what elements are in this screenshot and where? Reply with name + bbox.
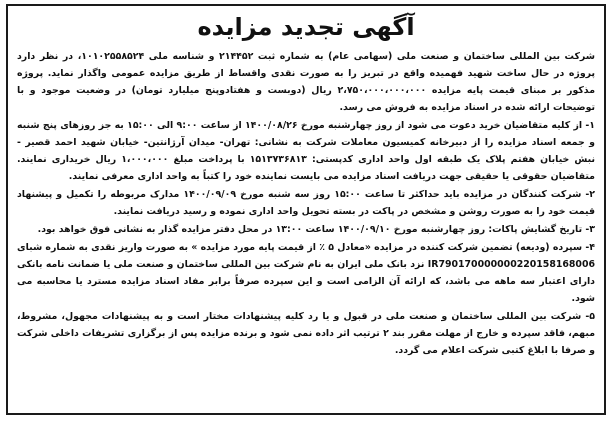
clause-3-paragraph: ۳- تاریخ گشایش پاکات: روز چهارشنبه مورخ ۱۴۰۰/۰۹/۱۰ ساعت ۱۳:۰۰ در محل دفتر مزایده گذار به نشانی فوق خواهد بود. bbox=[37, 224, 595, 235]
clause-5-paragraph: ۵- شرکت بین المللی ساختمان و صنعت ملی در قبول و یا رد کلیه پیشنهادات مختار است و به پیشنهادات مجهول، مشروط، مبهم، فاقد سپرده و خارج از مهلت مقرر بند ۲ ترتیب اثر داده نمی شود و برنده مزایده پس از برگزاری تشریفات داخلی شرکت و صرفا با ابلاغ کتبی شرکت اعلام می گردد. bbox=[17, 311, 596, 356]
notice-frame bbox=[6, 4, 606, 415]
notice-title: آگهی تجدید مزایده bbox=[197, 13, 415, 41]
clause-2-paragraph: ۲- شرکت کنندگان در مزایده باید حداکثر تا ساعت ۱۵:۰۰ روز سه شنبه مورخ ۱۴۰۰/۰۹/۰۹ مدارک مربوطه را تکمیل و پیشنهاد قیمت خود را به صورت روشن و مشخص در پاکت در بسته تحویل واحد اداری نموده و رسید دریافت نمایند. bbox=[17, 189, 596, 217]
notice-body bbox=[17, 48, 595, 359]
clause-4-paragraph: ۴- سپرده (ودیعه) تضمین شرکت کننده در مزایده «معادل ۵ ٪ از قیمت پایه مورد مزایده » به صورت واریز نقدی به شماره شبای IR790170000000220158168006 نزد بانک ملی ایران به نام شرکت بین المللی ساختمان و صنعت ملی یا ضمانت نامه بانکی دارای اعتبار سه ماهه می باشد، که ارائه آن الزامی است و این سپرده صرفاً برابر مفاد اسناد مزایده مسترد یا محاسبه می شود. bbox=[17, 242, 595, 304]
intro-paragraph: شرکت بین المللی ساختمان و صنعت ملی (سهامی عام) به شماره ثبت ۲۱۴۴۵۲ و شناسه ملی ۱۰۱۰۲۵۵۸۵۲۴، در نظر دارد پروژه در حال ساخت شهید فهمیده واقع در تبریز را به صورت نقدی واقساط از طریق مزایده عمومی واگذار نماید. پروژه مذکور بر مبنای قیمت پایه مزایده ۲،۷۵۰،۰۰۰،۰۰۰،۰۰۰ ریال (دوبست و هفتادوپنج میلیارد تومان) در وضعیت موجود و با توضیحات ارائه شده در اسناد مزایده به فروش می رسد. bbox=[17, 51, 595, 113]
clause-1-paragraph: ۱- از کلیه متقاضیان خرید دعوت می شود از روز چهارشنبه مورخ ۱۴۰۰/۰۸/۲۶ از ساعت ۹:۰۰ الی ۱۵:۰۰ به جز روزهای پنج شنبه و جمعه اسناد مزایده را از دبیرخانه کمیسیون معاملات شرکت به نشانی: تهران- میدان آرژانتین- خیابان شهید احمد قصیر - نبش خیابان هفتم پلاک یک طبقه اول واحد اداری کدپستی: ۱۵۱۳۷۳۶۸۱۳ با پرداخت مبلغ ۱،۰۰۰،۰۰۰ ریال خریداری نمایند. متقاضیان حقوقی یا حقیقی جهت دریافت اسناد مزایده می بایست نماینده خود را کتباً به واحد اداری معرفی نمایند. bbox=[17, 120, 595, 182]
